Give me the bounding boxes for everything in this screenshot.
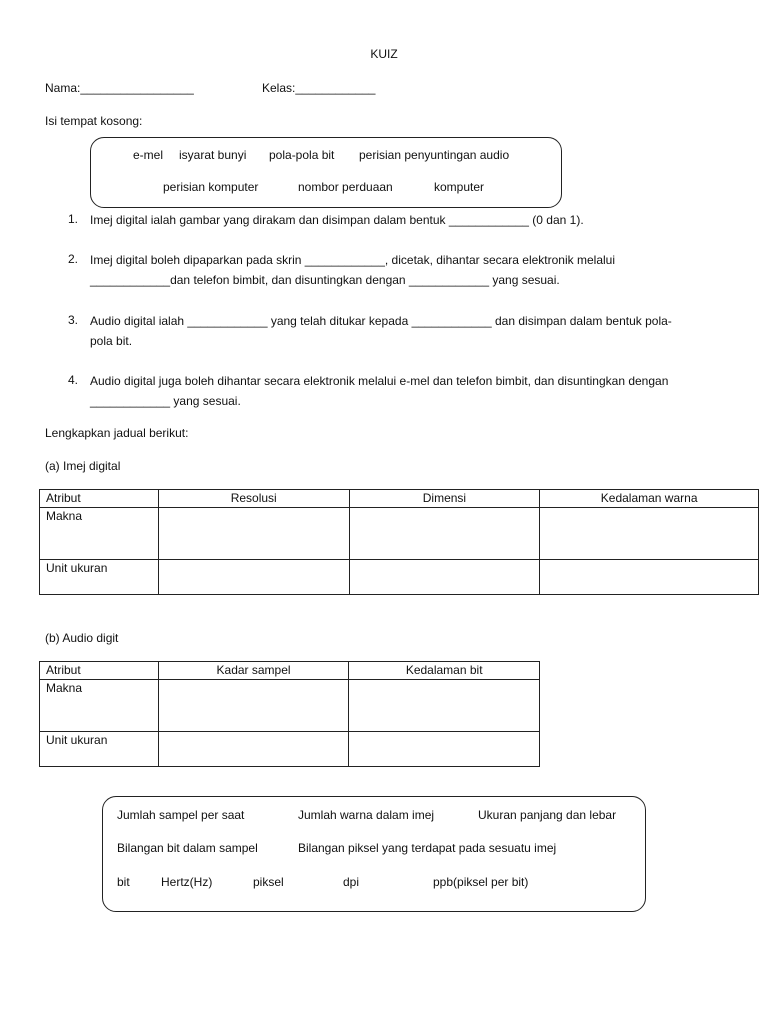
question-2-line2: ____________dan telefon bimbit, dan disuntingkan dengan ____________ yang sesuai. (90, 273, 560, 287)
word-bank-1 (90, 137, 562, 208)
answer-cell[interactable] (158, 508, 349, 560)
table-header: Kedalaman bit (349, 662, 540, 680)
section-a-heading: (a) Imej digital (45, 459, 121, 473)
word-bank-item: isyarat bunyi (179, 148, 247, 162)
question-2-line1: Imej digital boleh dipaparkan pada skrin ____________, dicetak, dihantar secara elektronik melalui (90, 253, 615, 267)
table-row-label: Unit ukuran (40, 732, 159, 767)
word-bank-item: pola-pola bit (269, 148, 335, 162)
answer-cell[interactable] (349, 560, 540, 595)
question-3-line2: pola bit. (90, 334, 133, 348)
answer-cell[interactable] (349, 508, 540, 560)
word-bank-item: bit (117, 875, 130, 889)
table-audio-digit (39, 661, 540, 767)
answer-cell[interactable] (158, 680, 349, 732)
table-header: Dimensi (349, 490, 540, 508)
word-bank-item: nombor perduaan (298, 180, 393, 194)
table-header: Atribut (40, 662, 159, 680)
answer-cell[interactable] (158, 560, 349, 595)
question-number: 2. (68, 252, 79, 266)
word-bank-item: e-mel (133, 148, 164, 162)
question-number: 1. (68, 212, 79, 226)
word-bank-item: Hertz(Hz) (161, 875, 213, 889)
answer-cell[interactable] (540, 508, 759, 560)
answer-cell[interactable] (158, 732, 349, 767)
section-b-heading: (b) Audio digit (45, 631, 119, 645)
question-4-line1: Audio digital juga boleh dihantar secara elektronik melalui e-mel dan telefon bimbit, dan disuntingkan dengan (90, 374, 669, 388)
question-number: 4. (68, 373, 79, 387)
word-bank-item: Bilangan bit dalam sampel (117, 841, 258, 855)
answer-cell[interactable] (349, 732, 540, 767)
kelas-field[interactable]: Kelas:____________ (262, 81, 376, 95)
answer-cell[interactable] (349, 680, 540, 732)
table-header: Resolusi (158, 490, 349, 508)
question-1-line: Imej digital ialah gambar yang dirakam dan disimpan dalam bentuk ____________ (0 dan 1). (90, 213, 584, 227)
table-instruction: Lengkapkan jadual berikut: (45, 426, 189, 440)
quiz-title: KUIZ (370, 47, 398, 61)
word-bank-item: Bilangan piksel yang terdapat pada sesuatu imej (298, 841, 557, 855)
word-bank-item: perisian komputer (163, 180, 259, 194)
question-1 (90, 210, 730, 230)
word-bank-item: perisian penyuntingan audio (359, 148, 510, 162)
table-row-label: Makna (40, 508, 159, 560)
nama-field[interactable]: Nama:_________________ (45, 81, 194, 95)
word-bank-item: Ukuran panjang dan lebar (478, 808, 617, 822)
question-3 (90, 311, 730, 351)
word-bank-item: Jumlah warna dalam imej (298, 808, 435, 822)
question-3-line1: Audio digital ialah ____________ yang telah ditukar kepada ____________ dan disimpan dalam bentuk pola- (90, 314, 672, 328)
word-bank-item: piksel (253, 875, 284, 889)
table-header: Kadar sampel (158, 662, 349, 680)
word-bank-item: komputer (434, 180, 485, 194)
question-number: 3. (68, 313, 79, 327)
table-header: Atribut (40, 490, 159, 508)
word-bank-item: Jumlah sampel per saat (117, 808, 245, 822)
question-4-line2: ____________ yang sesuai. (90, 394, 241, 408)
word-bank-item: ppb(piksel per bit) (433, 875, 529, 889)
table-imej-digital (39, 489, 759, 595)
table-row-label: Unit ukuran (40, 560, 159, 595)
answer-cell[interactable] (540, 560, 759, 595)
question-2 (90, 250, 730, 290)
table-row-label: Makna (40, 680, 159, 732)
word-bank-2 (102, 796, 646, 912)
question-4 (90, 371, 730, 411)
table-header: Kedalaman warna (540, 490, 759, 508)
word-bank-item: dpi (343, 875, 360, 889)
fill-instruction: Isi tempat kosong: (45, 114, 143, 128)
